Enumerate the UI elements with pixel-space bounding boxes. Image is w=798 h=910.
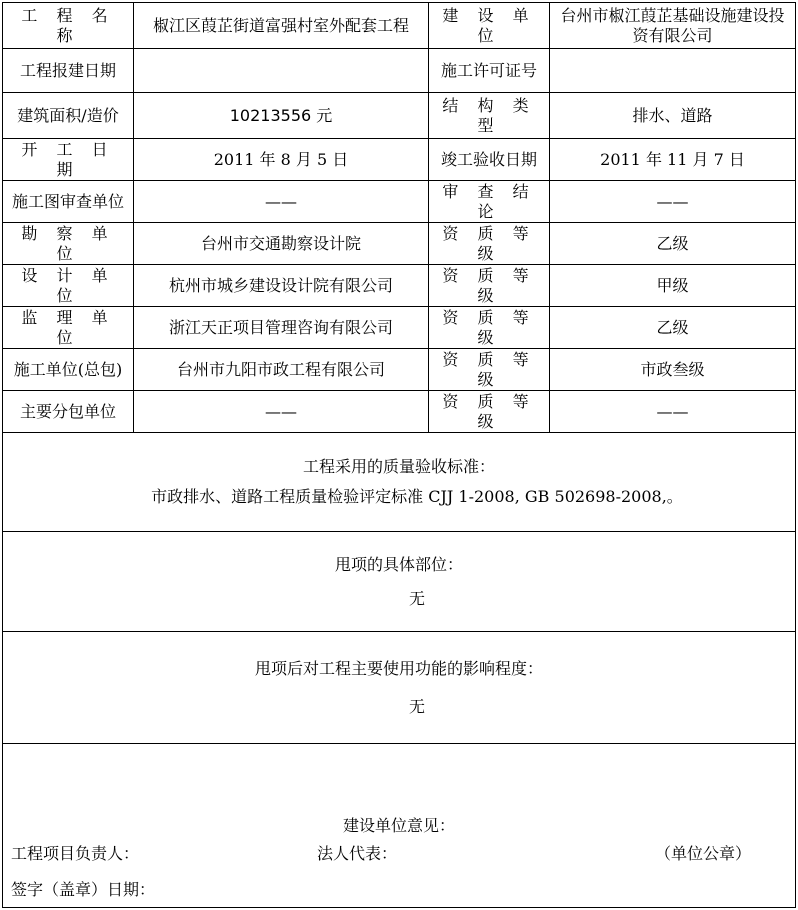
legal-rep-label: 法人代表：	[316, 844, 397, 863]
opinion-section	[3, 744, 796, 908]
supervision-unit-label: 监 理 单 位	[3, 307, 134, 349]
review-conclusion-label: 审 查 结 论	[429, 181, 550, 223]
table-row	[3, 307, 796, 349]
project-leader-label: 工程项目负责人：	[11, 844, 140, 863]
filing-date-label: 工程报建日期	[3, 49, 134, 93]
area-cost-label: 建筑面积/造价	[3, 93, 134, 139]
owner-unit-label: 建 设 单 位	[429, 3, 550, 49]
completion-date-label: 竣工验收日期	[429, 139, 550, 181]
permit-number-label: 施工许可证号	[429, 49, 550, 93]
waived-parts-body: 无	[408, 588, 425, 608]
contractor-qualification-value: 市政叁级	[550, 349, 796, 391]
table-row	[3, 223, 796, 265]
review-conclusion-value: ——	[550, 181, 796, 223]
survey-qualification-label: 资 质 等 级	[429, 223, 550, 265]
table-row	[3, 391, 796, 433]
completion-date-value: 2011 年 11 月 7 日	[550, 139, 796, 181]
impact-title: 甩项后对工程主要使用功能的影响程度：	[254, 658, 543, 678]
supervision-qualification-label: 资 质 等 级	[429, 307, 550, 349]
unit-seal-label: （单位公章）	[654, 844, 751, 863]
area-cost-value: 10213556 元	[134, 93, 429, 139]
table-row	[3, 181, 796, 223]
structure-type-value: 排水、道路	[550, 93, 796, 139]
survey-unit-value: 台州市交通勘察设计院	[134, 223, 429, 265]
project-name-value: 椒江区葭芷街道富强村室外配套工程	[134, 3, 429, 49]
table-row	[3, 49, 796, 93]
survey-qualification-value: 乙级	[550, 223, 796, 265]
project-name-label: 工 程 名 称	[3, 3, 134, 49]
subcontractor-label: 主要分包单位	[3, 391, 134, 433]
subcontractor-value: ——	[134, 391, 429, 433]
impact-section	[3, 632, 796, 744]
start-date-label: 开 工 日 期	[3, 139, 134, 181]
subcontractor-qualification-value: ——	[550, 391, 796, 433]
contractor-label: 施工单位(总包)	[3, 349, 134, 391]
signature-row	[11, 844, 787, 864]
design-unit-value: 杭州市城乡建设设计院有限公司	[134, 265, 429, 307]
filing-date-value	[134, 49, 429, 93]
waived-parts-section	[3, 532, 796, 632]
opinion-title: 建设单位意见：	[342, 815, 455, 835]
survey-unit-label: 勘 察 单 位	[3, 223, 134, 265]
contractor-value: 台州市九阳市政工程有限公司	[134, 349, 429, 391]
table-row	[3, 265, 796, 307]
start-date-value: 2011 年 8 月 5 日	[134, 139, 429, 181]
table-row	[3, 139, 796, 181]
table-row	[3, 349, 796, 391]
sign-date-label: 签字（盖章）日期：	[11, 880, 156, 899]
project-info-table	[2, 2, 796, 908]
structure-type-label: 结 构 类 型	[429, 93, 550, 139]
table-row	[3, 3, 796, 49]
owner-unit-value: 台州市椒江葭芷基础设施建设投资有限公司	[550, 3, 796, 49]
drawing-review-unit-label: 施工图审查单位	[3, 181, 134, 223]
drawing-review-unit-value: ——	[134, 181, 429, 223]
subcontractor-qualification-label: 资 质 等 级	[429, 391, 550, 433]
design-qualification-label: 资 质 等 级	[429, 265, 550, 307]
contractor-qualification-label: 资 质 等 级	[429, 349, 550, 391]
permit-number-value	[550, 49, 796, 93]
standard-title: 工程采用的质量验收标准：	[302, 457, 495, 476]
supervision-qualification-value: 乙级	[550, 307, 796, 349]
waived-parts-title: 甩项的具体部位：	[334, 554, 463, 574]
impact-body: 无	[408, 696, 425, 716]
standard-section	[3, 433, 796, 532]
sign-date-row	[11, 880, 787, 900]
standard-body: 市政排水、道路工程质量检验评定标准 CJJ 1-2008, GB 502698-2008,。	[151, 487, 683, 506]
table-row	[3, 93, 796, 139]
design-unit-label: 设 计 单 位	[3, 265, 134, 307]
supervision-unit-value: 浙江天正项目管理咨询有限公司	[134, 307, 429, 349]
design-qualification-value: 甲级	[550, 265, 796, 307]
